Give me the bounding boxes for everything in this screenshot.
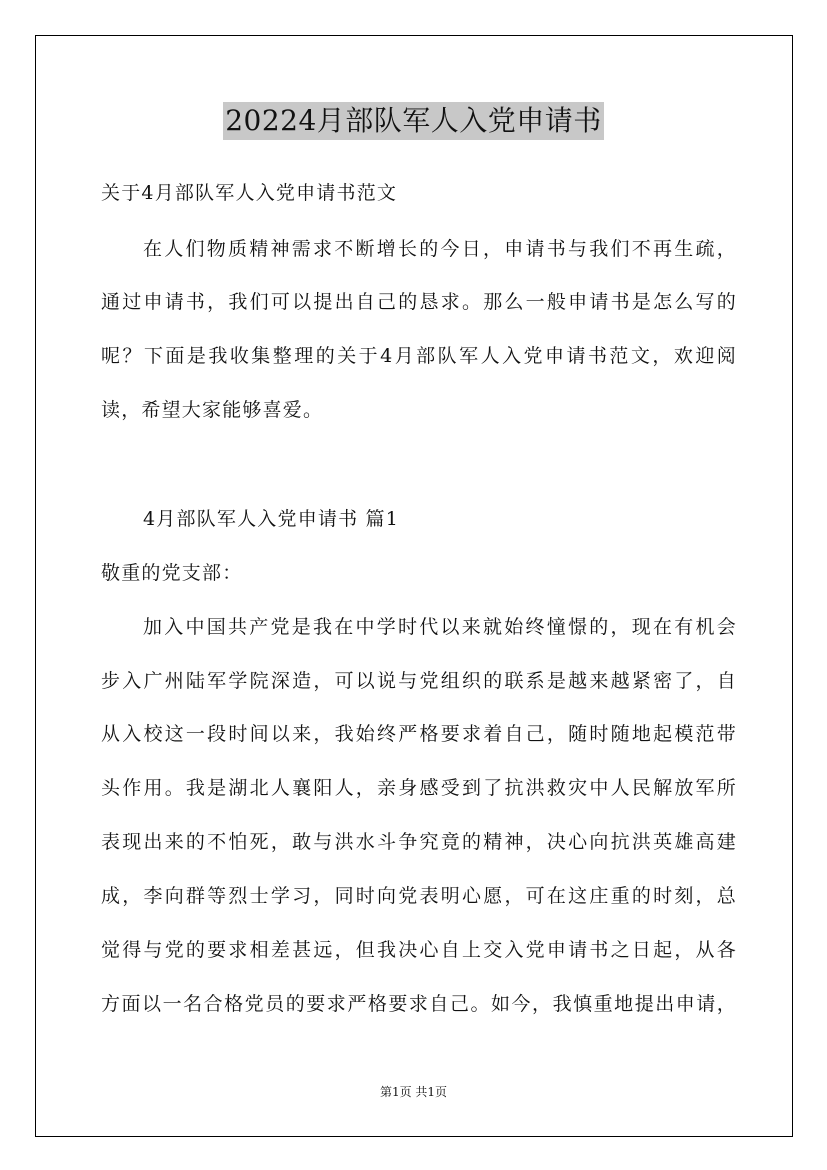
body-line: 成，李向群等烈士学习，同时向党表明心愿，可在这庄重的时刻，总 <box>101 885 737 907</box>
body-line: 方面以一名合格党员的要求严格要求自己。如今，我慎重地提出申请， <box>101 993 737 1015</box>
document-subtitle: 关于4月部队军人入党申请书范文 <box>101 182 398 204</box>
intro-line: 通过申请书，我们可以提出自己的恳求。那么一般申请书是怎么写的 <box>101 291 737 313</box>
intro-line: 在人们物质精神需求不断增长的今日，申请书与我们不再生疏， <box>143 238 737 260</box>
body-line: 步入广州陆军学院深造，可以说与党组织的联系是越来越紧密了，自 <box>101 670 737 692</box>
title-container <box>0 102 827 140</box>
section-heading: 4月部队军人入党申请书 篇1 <box>143 508 400 530</box>
body-line: 觉得与党的要求相差甚远，但我决心自上交入党申请书之日起，从各 <box>101 939 737 961</box>
body-line: 头作用。我是湖北人襄阳人，亲身感受到了抗洪救灾中人民解放军所 <box>101 777 737 799</box>
intro-line: 呢？下面是我收集整理的关于4月部队军人入党申请书范文，欢迎阅 <box>101 345 737 367</box>
body-line: 加入中国共产党是我在中学时代以来就始终憧憬的，现在有机会 <box>143 616 737 638</box>
salutation: 敬重的党支部： <box>101 562 243 584</box>
document-title: 20224月部队军人入党申请书 <box>223 102 604 140</box>
body-line: 表现出来的不怕死，敢与洪水斗争究竟的精神，决心向抗洪英雄高建 <box>101 831 737 853</box>
intro-line: 读，希望大家能够喜爱。 <box>101 399 324 421</box>
body-line: 从入校这一段时间以来，我始终严格要求着自己，随时随地起模范带 <box>101 723 737 745</box>
page-footer: 第1页 共1页 <box>379 1085 448 1099</box>
